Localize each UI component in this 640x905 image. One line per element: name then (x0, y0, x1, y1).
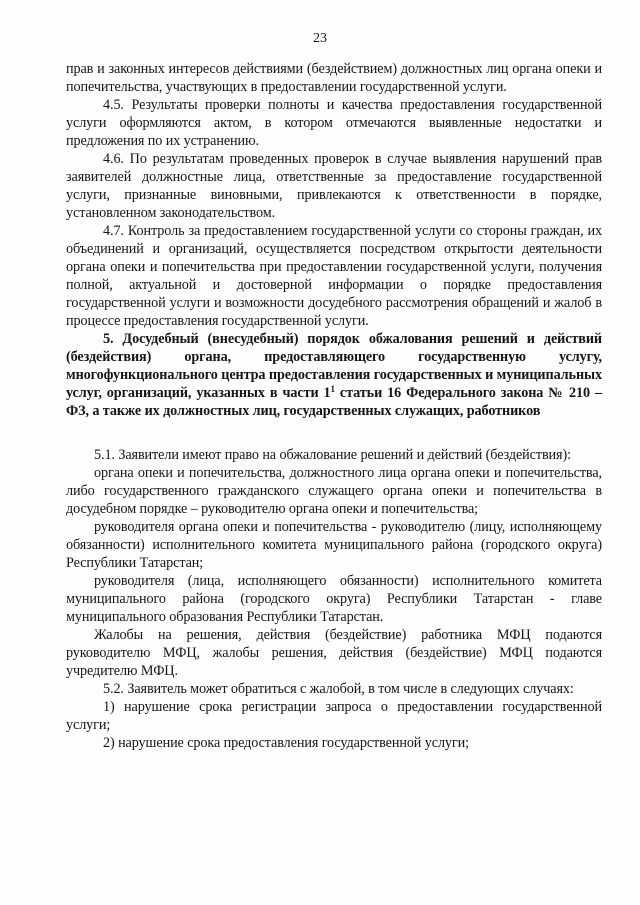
paragraph-4-6: 4.6. По результатам проведенных проверок в случае выявления нарушений прав заявителей должностные лица, ответственные за предоставление государственной услуги, признанные виновными, привлекаются к ответственности в порядке, установленном законодательством. (66, 151, 602, 221)
document-body (66, 60, 602, 752)
paragraph-4-7: 4.7. Контроль за предоставлением государственной услуги со стороны граждан, их объединений и организаций, осуществляется посредством открытости деятельности органа опеки и попечительства при предоставлении государственной услуги, получения полной, актуальной и достоверной информации о порядке предоставления государственной услуги и возможности досудебного рассмотрения обращений и жалоб в процессе предоставления государственной услуги. (66, 223, 602, 329)
section-5-heading-part2: статьи 16 Федерального закона № 210 – ФЗ, а также их должностных лиц, государственных служащих, работников (66, 385, 602, 419)
paragraph-5-1: 5.1. Заявители имеют право на обжалование решений и действий (бездействия): (94, 447, 571, 463)
paragraph-rights-continuation: прав и законных интересов действиями (бездействием) должностных лиц органа опеки и попечительства, участвующих в предоставлении государственной услуги. (66, 61, 602, 95)
list-item-2: 2) нарушение срока предоставления государственной услуги; (103, 735, 469, 751)
list-item-1: 1) нарушение срока регистрации запроса о предоставлении государственной услуги; (66, 699, 602, 733)
section-5-heading (66, 330, 602, 420)
page-number: 23 (313, 31, 327, 46)
section-5-superscript: 1 (330, 384, 335, 394)
paragraph-5-2: 5.2. Заявитель может обратиться с жалобой, в том числе в следующих случаях: (103, 681, 574, 697)
paragraph-4-5: 4.5. Результаты проверки полноты и качества предоставления государственной услуги оформляются актом, в котором отмечаются выявленные недостатки и предложения по их устранению. (66, 97, 602, 149)
section-5-heading-part1: 5. Досудебный (внесудебный) порядок обжалования решений и действий (бездействия) органа, предоставляющего государственную услугу, многофункционального центра предоставления государственных и муниципальных услуг, организаций, указанных в части 1 (66, 331, 602, 401)
paragraph-guardianship-authority: органа опеки и попечительства, должностного лица органа опеки и попечительства, либо государственного гражданского служащего органа опеки и попечительства в досудебном порядке – руководителю органа опеки и попечительства; (66, 465, 602, 517)
paragraph-executive-committee-head: руководителя (лица, исполняющего обязанности) исполнительного комитета муниципального района (городского округа) Республики Татарстан - главе муниципального образования Республики Татарстан. (66, 573, 602, 625)
paragraph-mfc-complaints: Жалобы на решения, действия (бездействие) работника МФЦ подаются руководителю МФЦ, жалобы решения, действия (бездействие) МФЦ подаются учредителю МФЦ. (66, 627, 602, 679)
paragraph-guardianship-head: руководителя органа опеки и попечительства - руководителю (лицу, исполняющему обязанности) исполнительного комитета муниципального района (городского округа) Республики Татарстан; (66, 519, 602, 571)
